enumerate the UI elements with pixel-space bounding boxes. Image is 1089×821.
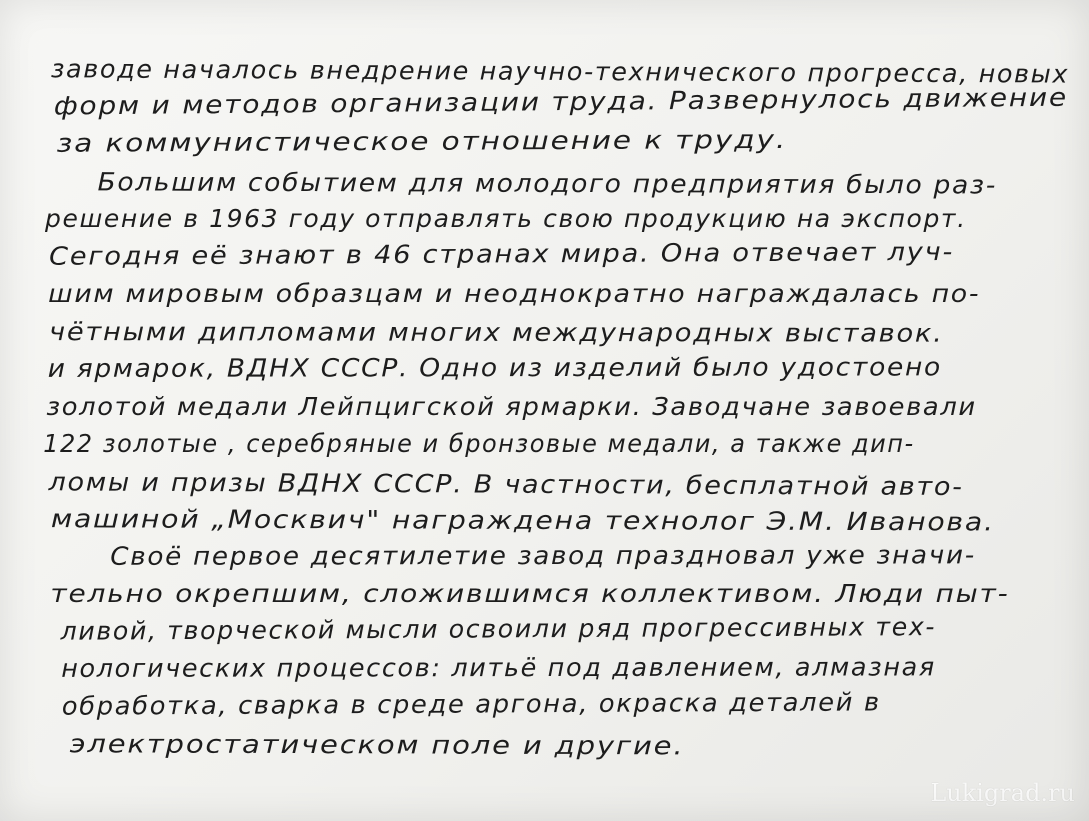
text-line: заводе началось внедрение научно-технического прогресса, новых [50,54,1070,89]
text-line: ломы и призы ВДНХ СССР. В частности, бесплатной авто- [48,466,964,501]
text-line: решение в 1963 году отправлять свою продукцию на экспорт. [45,204,967,233]
text-line: за коммунистическое отношение к труду. [56,124,788,158]
text-line: обработка, сварка в среде аргона, окраска деталей в [61,686,881,721]
handwritten-text-block [0,50,1089,763]
text-line: чётными дипломами многих международных выставок. [49,316,944,348]
text-line: тельно окрепшим, сложившимся коллективом. Люди пыт- [50,579,1010,608]
text-line: форм и методов организации труда. Развернулось движение [53,82,1069,121]
text-line: электростатическом поле и другие. [69,729,685,761]
text-line: машиной „Москвич" награждена технолог Э.М. Иванова. [50,504,995,537]
text-line: ливой, творческой мысли освоили ряд прогрессивных тех- [60,611,937,646]
text-line: нологических процессов: литьё под давлением, алмазная [61,652,936,683]
text-line: золотой медали Лейпцигской ярмарки. Заводчане завоевали [46,391,977,421]
text-line: Сегодня её знают в 46 странах мира. Она отвечает луч- [48,236,955,271]
text-line: шим мировым образцам и неоднократно награждалась по- [48,279,981,308]
text-line: и ярмарок, ВДНХ СССР. Одно из изделий было удостоено [47,352,942,383]
text-line: Своё первое десятилетие завод праздновал уже значи- [110,539,976,571]
watermark: Lukigrad.ru [930,779,1075,807]
text-line: Большим событием для молодого предприятия было раз- [97,166,998,199]
text-line: 122 золотые , серебряные и бронзовые медали, а также дип- [43,429,915,458]
